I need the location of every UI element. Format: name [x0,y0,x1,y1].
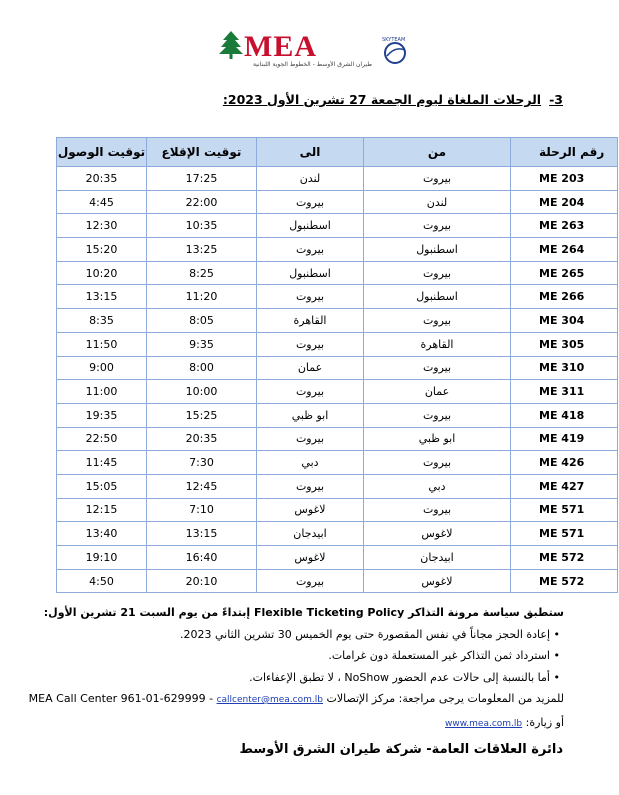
cell-arrival-time: 15:20 [57,238,147,262]
cell-from: بيروت [364,167,511,191]
table-row [57,451,618,475]
cell-from: ابيدجان [364,546,511,570]
cell-flight-number: ME 427 [511,474,618,498]
cell-arrival-time: 19:10 [57,546,147,570]
cell-arrival-time: 4:50 [57,569,147,593]
cell-flight-number: ME 204 [511,190,618,214]
cell-arrival-time: 11:00 [57,380,147,404]
section-title-text: الرحلات الملغاة ليوم الجمعة 27 تشرين الأول 2023: [222,92,542,107]
cell-from: بيروت [364,403,511,427]
cell-to: عمان [257,356,364,380]
note-bullet: • أما بالنسبة إلى حالات عدم الحضور NoShow ، لا تطبق الإعفاءات. [249,670,560,684]
cell-from: دبي [364,474,511,498]
table-row [57,569,618,593]
cell-arrival-time: 9:00 [57,356,147,380]
table-row [57,356,618,380]
cell-from: بيروت [364,356,511,380]
cell-to: اسطنبول [257,261,364,285]
cell-arrival-time: 19:35 [57,403,147,427]
cell-departure-time: 10:00 [147,380,257,404]
cell-arrival-time: 12:15 [57,498,147,522]
cell-arrival-time: 15:05 [57,474,147,498]
header-arrival-time: توقيت الوصول [57,138,147,167]
cell-departure-time: 13:25 [147,238,257,262]
cell-departure-time: 7:10 [147,498,257,522]
header-flight-number: رقم الرحلة [511,138,618,167]
cell-flight-number: ME 572 [511,569,618,593]
skyteam-text: SKYTEAM [382,37,406,43]
cell-from: لاغوس [364,522,511,546]
contact-line [4,688,564,712]
cell-from: ابو ظبي [364,427,511,451]
cell-flight-number: ME 266 [511,285,618,309]
footer-signature: دائرة العلاقات العامة- شركة طيران الشرق الأوسط [239,742,563,757]
header-to: الى [257,138,364,167]
cell-departure-time: 16:40 [147,546,257,570]
mea-logo [218,30,414,74]
cell-to: لاغوس [257,546,364,570]
cell-departure-time: 8:00 [147,356,257,380]
table-row [57,403,618,427]
cell-departure-time: 7:30 [147,451,257,475]
table-row [57,261,618,285]
cell-departure-time: 8:05 [147,309,257,333]
cell-flight-number: ME 264 [511,238,618,262]
cell-flight-number: ME 426 [511,451,618,475]
cell-to: بيروت [257,285,364,309]
note-bullet-text: إعادة الحجز مجاناً في نفس المقصورة حتى يوم الخميس 30 تشرين الثاني 2023. [180,627,550,641]
cell-arrival-time: 12:30 [57,214,147,238]
cell-to: ابو ظبي [257,403,364,427]
cell-departure-time: 15:25 [147,403,257,427]
cedar-icon [218,30,244,60]
cell-from: بيروت [364,451,511,475]
cell-flight-number: ME 419 [511,427,618,451]
cell-flight-number: ME 572 [511,546,618,570]
table-row [57,167,618,191]
table-row [57,238,618,262]
table-row [57,474,618,498]
cell-to: بيروت [257,474,364,498]
cell-departure-time: 9:35 [147,332,257,356]
table-row [57,380,618,404]
policy-text: ستطبق سياسة مرونة التذاكر Flexible Ticketing Policy إبتداءً من يوم السبت 21 تشرين الأول: [43,606,564,619]
cell-from: بيروت [364,498,511,522]
cell-from: بيروت [364,309,511,333]
cell-to: اسطنبول [257,214,364,238]
cell-to: دبي [257,451,364,475]
cell-flight-number: ME 418 [511,403,618,427]
header-departure-time: توقيت الإقلاع [147,138,257,167]
cell-from: عمان [364,380,511,404]
table-row [57,522,618,546]
cell-flight-number: ME 203 [511,167,618,191]
cell-to: ابيدجان [257,522,364,546]
cell-to: القاهرة [257,309,364,333]
note-bullet: • استرداد ثمن التذاكر غير المستعملة دون غرامات. [328,649,560,662]
cell-flight-number: ME 304 [511,309,618,333]
cell-arrival-time: 11:45 [57,451,147,475]
table-row [57,190,618,214]
logo-subtitle: طيران الشرق الأوسط - الخطوط الجوية اللبنانية [252,61,372,68]
table-row [57,309,618,333]
cell-departure-time: 12:45 [147,474,257,498]
header-from: من [364,138,511,167]
cell-to: بيروت [257,380,364,404]
note-bullet-text: استرداد ثمن التذاكر غير المستعملة دون غرامات. [328,649,550,662]
cell-arrival-time: 10:20 [57,261,147,285]
table-row [57,214,618,238]
cell-arrival-time: 13:40 [57,522,147,546]
table-row [57,285,618,309]
section-title [223,92,563,107]
section-number: 3- [549,92,563,107]
table-row [57,546,618,570]
cell-from: بيروت [364,261,511,285]
cell-from: بيروت [364,214,511,238]
logo-wordmark: MEA [244,30,317,63]
cell-departure-time: 22:00 [147,190,257,214]
cell-to: بيروت [257,332,364,356]
skyteam-icon [378,34,412,68]
cell-arrival-time: 4:45 [57,190,147,214]
cell-departure-time: 10:35 [147,214,257,238]
cell-to: بيروت [257,238,364,262]
cell-to: بيروت [257,190,364,214]
notes-section [4,602,564,735]
contact-email-link[interactable]: callcenter@mea.com.lb [216,695,323,705]
cell-flight-number: ME 265 [511,261,618,285]
cell-departure-time: 11:20 [147,285,257,309]
cell-departure-time: 17:25 [147,167,257,191]
note-bullet: • إعادة الحجز مجاناً في نفس المقصورة حتى يوم الخميس 30 تشرين الثاني 2023. [180,627,560,641]
cell-departure-time: 20:35 [147,427,257,451]
cancelled-flights-table [56,137,618,593]
cell-from: لندن [364,190,511,214]
note-bullet-text: أما بالنسبة إلى حالات عدم الحضور NoShow ، لا تطبق الإعفاءات. [249,670,550,684]
cell-departure-time: 20:10 [147,569,257,593]
cell-arrival-time: 20:35 [57,167,147,191]
contact-text: للمزيد من المعلومات يرجى مراجعة: مركز الإتصالات MEA Call Center 961-01-629999 - [28,692,564,705]
cell-to: لاغوس [257,498,364,522]
cell-arrival-time: 11:50 [57,332,147,356]
table-header-row [57,138,618,167]
cell-arrival-time: 13:15 [57,285,147,309]
cell-to: بيروت [257,569,364,593]
visit-text: أو زيارة: [525,715,564,729]
cell-from: اسطنبول [364,238,511,262]
table-row [57,332,618,356]
cell-flight-number: ME 305 [511,332,618,356]
cell-to: لندن [257,167,364,191]
website-link[interactable]: www.mea.com.lb [445,718,523,729]
cell-departure-time: 13:15 [147,522,257,546]
cell-from: اسطنبول [364,285,511,309]
cell-flight-number: ME 263 [511,214,618,238]
cell-flight-number: ME 310 [511,356,618,380]
cell-arrival-time: 22:50 [57,427,147,451]
cell-arrival-time: 8:35 [57,309,147,333]
table-row [57,427,618,451]
website-line [4,712,564,736]
cell-from: لاغوس [364,569,511,593]
cell-flight-number: ME 571 [511,522,618,546]
cell-from: القاهرة [364,332,511,356]
table-row [57,498,618,522]
cell-to: بيروت [257,427,364,451]
cell-flight-number: ME 571 [511,498,618,522]
cell-departure-time: 8:25 [147,261,257,285]
cell-flight-number: ME 311 [511,380,618,404]
